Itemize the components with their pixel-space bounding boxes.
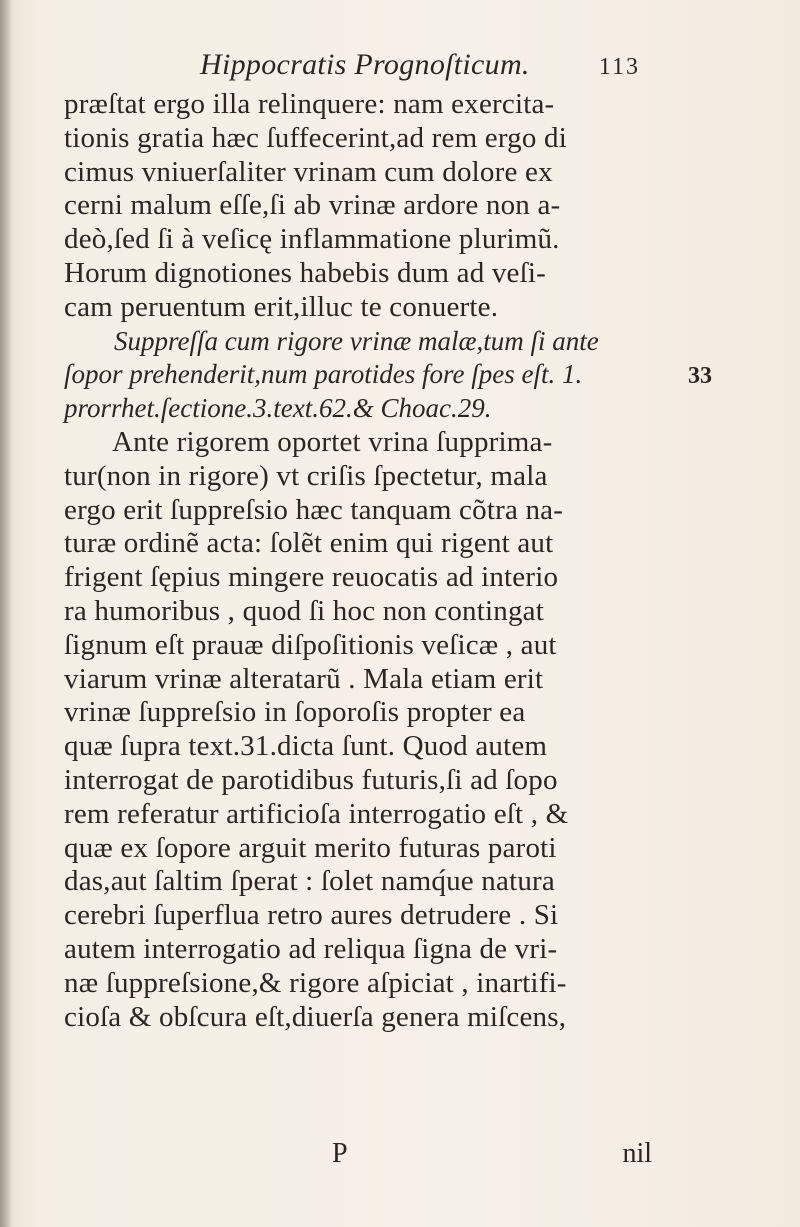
running-title: Hippocratis Prognoſticum.: [200, 48, 530, 81]
text-line: præſtat ergo illa relinquere: nam exercita-: [64, 88, 555, 120]
text-line: Horum dignotiones habebis dum ad veſi-: [64, 256, 546, 289]
text-line: quæ ſupra text.31.dicta ſunt. Quod autem: [64, 730, 548, 763]
text-line: tur(non in rigore) vt criſis ſpectetur, mala: [64, 459, 548, 492]
text-line: næ ſuppreſsione,& rigore aſpiciat , inartifi-: [64, 966, 567, 999]
text-line: autem interrogatio ad reliqua ſigna de vri-: [64, 932, 558, 965]
text-line: turæ ordinẽ acta: ſolẽt enim qui rigent aut: [64, 527, 554, 560]
text-line: rem referatur artificioſa interrogatio eſt , &: [64, 797, 569, 830]
aphorism-line: prorrhet.ſectione.3.text.62.& Choac.29.: [64, 393, 492, 424]
body-text: [64, 88, 654, 1034]
text-line: vrinæ ſuppreſsio in ſoporoſis propter ea: [64, 696, 526, 729]
text-line: cimus vniuerſaliter vrinam cum dolore ex: [64, 155, 553, 188]
text-line: tionis gratia hæc ſuffecerint,ad rem ergo di: [64, 121, 567, 154]
text-line: cioſa & obſcura eſt,diuerſa genera miſcens,: [64, 1000, 567, 1033]
text-line: frigent ſępius mingere reuocatis ad interio: [64, 561, 559, 594]
text-line: cam peruentum erit,illuc te conuerte.: [64, 290, 499, 323]
text-line: cerebri ſuperflua retro aures detrudere . Si: [64, 899, 559, 932]
text-line: interrogat de parotidibus futuris,ſi ad ſopo: [64, 763, 558, 796]
aphorism-line: ſopor prehenderit,num parotides fore ſpes eſt. 1.: [64, 359, 583, 390]
catchword: nil: [622, 1138, 652, 1169]
text-line: viarum vrinæ alteratarũ . Mala etiam erit: [64, 662, 544, 695]
margin-aphorism-number: 33: [688, 363, 712, 389]
text-line: das,aut ſaltim ſperat : ſolet namq́ue natura: [64, 865, 555, 898]
page-number: 113: [598, 54, 640, 80]
text-line: deò,ſed ſi à veſicę inflammatione plurimũ.: [64, 223, 560, 256]
text-line: ergo erit ſuppreſsio hæc tanquam cõtra na-: [64, 493, 564, 526]
signature-mark: P: [332, 1138, 348, 1169]
text-line: ſignum eſt prauæ diſpoſitionis veſicæ , aut: [64, 628, 557, 661]
text-line: cerni malum eſſe,ſi ab vrinæ ardore non a-: [64, 189, 561, 222]
running-header: [200, 48, 640, 88]
text-line: ra humoribus , quod ſi hoc non contingat: [64, 594, 544, 627]
text-line: quæ ex ſopore arguit merito futuras paroti: [64, 831, 557, 864]
gutter-shadow: [0, 0, 12, 1227]
text-line: Ante rigorem oportet vrina ſupprima-: [112, 425, 553, 458]
aphorism-line: Suppreſſa cum rigore vrinæ malæ,tum ſi ante: [114, 325, 599, 356]
page-footer: [72, 1138, 652, 1172]
